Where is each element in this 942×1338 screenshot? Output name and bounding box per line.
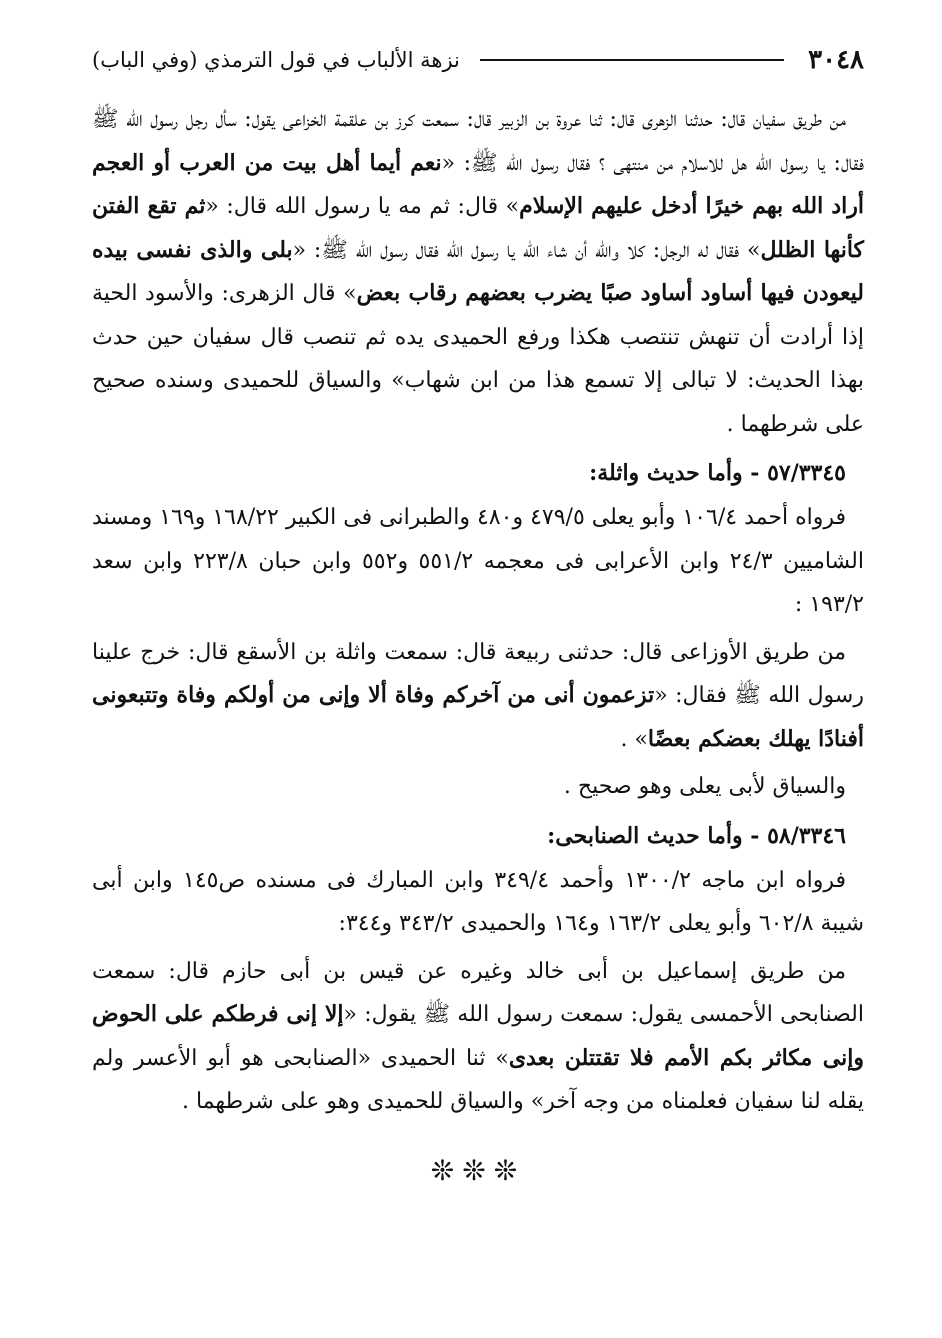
text-span: من طريق سفيان قال: حدثنا الزهرى قال: ثنا عروة بن الزبير قال: سمعت كرز بن علقمة الخزاعى يقول: سأل رجل رسول الله ﷺ فقال: يا رسول الله هل للاسلام من منتهى ؟ فقال رسول الله ﷺ: «	[92, 107, 864, 176]
running-title: نزهة الألباب في قول الترمذي (وفي الباب)	[92, 48, 460, 72]
paragraph-sunabihi-sources: فرواه ابن ماجه ١٣٠٠/٢ وأحمد ٣٤٩/٤ وابن المبارك فى مسنده ص١٤٥ وابن أبى شيبة ٦٠٢/٨ وأبو يعلى ١٦٣/٢ و١٦٤ والحميدى ٣٤٣/٢ و٣٤٤:	[92, 867, 864, 936]
text-span: » قال: ثم مه يا رسول الله قال: «	[205, 194, 520, 219]
header-rule	[480, 59, 784, 61]
page-number: ٣٠٤٨	[808, 45, 864, 75]
text-span: » .	[620, 726, 648, 752]
paragraph-kurz-hadith	[92, 98, 864, 446]
section-heading-wathila: ٥٧/٣٣٤٥ - وأما حديث واثلة:	[589, 460, 846, 486]
section-heading-sunabihi: ٥٨/٣٣٤٦ - وأما حديث الصنابحى:	[547, 822, 846, 849]
text-span: من طريق الأوزاعى قال: حدثنى ربيعة قال: سمعت واثلة بن الأسقع قال: خرج علينا رسول الله ﷺ فقال: «	[92, 639, 864, 708]
hadith-quote: بلى والذى نفسى بيده ليعودن فيها أساود أساود صبًا يضرب بعضهم رقاب بعض	[92, 236, 864, 306]
paragraph-sunabihi-hadith	[92, 950, 864, 1124]
hadith-quote: إلا إنى فرطكم على الحوض وإنى مكاثر بكم الأمم فلا تقتتلن بعدى	[92, 1001, 864, 1071]
text-span: » ثنا الحميدى «الصنابحى هو أبو الأعسر ولم يقله لنا سفيان فعلمناه من وجه آخر» والسياق للحميدى وهو على شرطهما .	[92, 1045, 864, 1114]
text-span: » فقال له الرجل: كلا والله أن شاء الله يا رسول الله فقال رسول الله ﷺ: «	[292, 237, 761, 263]
paragraph-wathila-grading: والسياق لأبى يعلى وهو صحيح .	[563, 774, 846, 799]
running-header	[92, 40, 864, 80]
paragraph-wathila-hadith	[92, 631, 864, 762]
text-span: » قال الزهرى: والأسود الحية إذا أرادت أن تنهش تنتصب هكذا ورفع الحميدى يده ثم تنصب قال سفيان حين حدث بهذا الحديث: لا تبالى إلا تسمع هذا من ابن شهاب» والسياق للحميدى وسنده صحيح على شرطهما .	[92, 281, 864, 437]
text-span: من طريق إسماعيل بن أبى خالد وغيره عن قيس بن أبى حازم قال: سمعت الصنابحى الأحمسى يقول: سمعت رسول الله ﷺ يقول: «	[92, 958, 864, 1027]
hadith-quote: نعم أيما أهل بيت من العرب أو العجم أراد الله بهم خيرًا أدخل عليهم الإسلام	[92, 149, 865, 219]
hadith-quote: ثم تقع الفتن كأنها الظلل	[92, 193, 864, 263]
paragraph-wathila-sources: فرواه أحمد ١٠٦/٤ وأبو يعلى ٤٧٩/٥ و٤٨٠ والطبرانى فى الكبير ١٦٨/٢٢ و١٦٩ ومسند الشاميين ٢٤/٣ وابن الأعرابى فى معجمه ٥٥١/٢ و٥٥٢ وابن حبان ٢٢٣/٨ وابن سعد ١٩٣/٢ :	[92, 505, 864, 617]
page-body	[92, 98, 864, 1187]
hadith-quote: تزعمون أنى من آخركم وفاة ألا وإنى من أولكم وفاة وتتبعونى أفنادًا يهلك بعضكم بعضًا	[92, 682, 864, 752]
section-end-ornament: ❊❊❊	[430, 1153, 526, 1187]
